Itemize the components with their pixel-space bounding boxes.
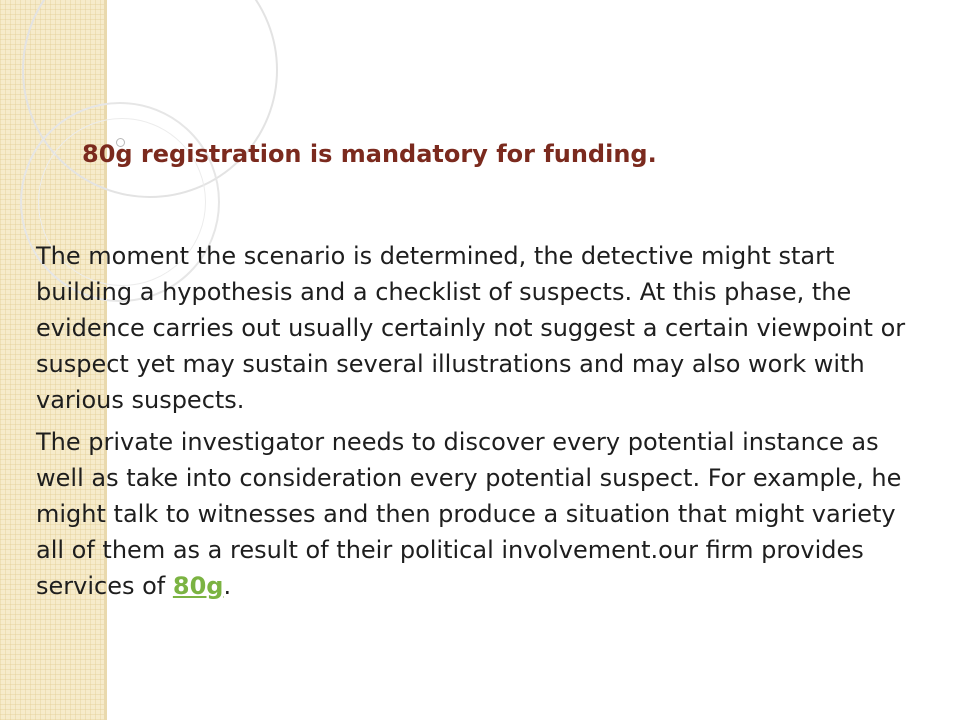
- 80g-link[interactable]: 80g: [172, 572, 224, 600]
- body-paragraph-2: [36, 424, 916, 604]
- body-paragraph-1: The moment the scenario is determined, the detective might start building a hypothesis and a checklist of suspects. At this phase, the evidence carries out usually certainly not suggest a certain viewpoint or suspect yet may sustain several illustrations and may also work with various suspects.: [36, 242, 906, 414]
- body-paragraph-2-text: The private investigator needs to discover every potential instance as well as take into consideration every potential suspect. For example, he might talk to witnesses and then produce a situation that might variety all of them as a result of their political involvement.our firm provides services of: [36, 428, 902, 600]
- slide-heading: 80g registration is mandatory for funding.: [82, 140, 657, 168]
- slide-body: [36, 238, 916, 610]
- trailing-period: .: [223, 572, 232, 600]
